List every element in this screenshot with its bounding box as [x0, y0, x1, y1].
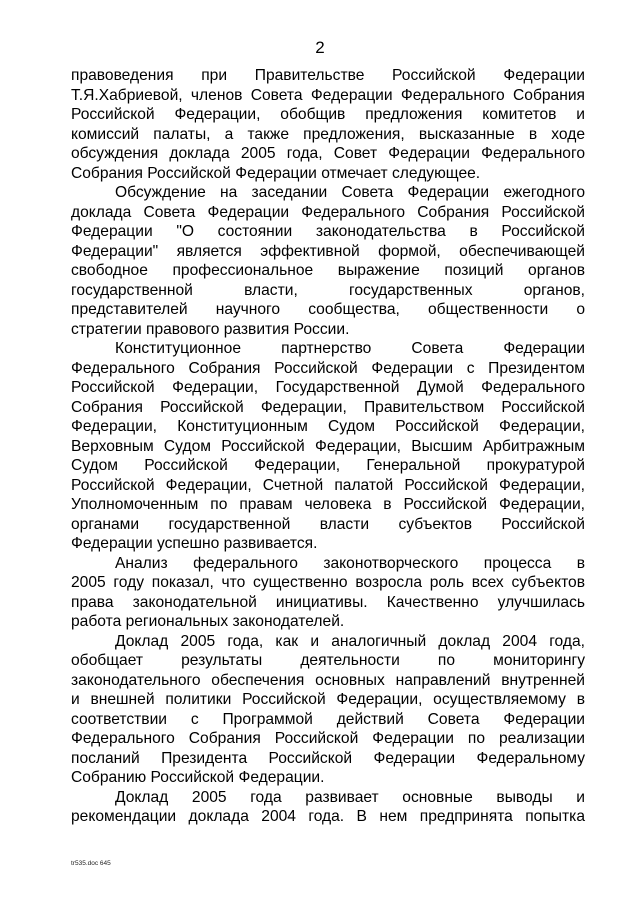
text-line: Анализ федерального законотворческого процесса в [115, 554, 585, 572]
text-line: Федерации успешно развивается. [71, 535, 318, 552]
text-line: Федерального Собрания Российской Федерации по реализации [71, 730, 585, 747]
text-line: органами государственной власти субъектов Российской [71, 515, 585, 533]
paragraph [71, 788, 585, 827]
paragraph [71, 66, 585, 183]
text-line: правоведения при Правительстве Российской Федерации [71, 67, 585, 84]
text-line: Федерального Собрания Российской Федерации с Президентом [71, 359, 585, 377]
text-line: Верховным Судом Российской Федерации, Высшим Арбитражным [71, 437, 585, 455]
paragraph [71, 632, 585, 788]
text-line: Т.Я.Хабриевой, членов Совета Федерации Федерального Собрания [71, 86, 585, 104]
text-line: доклада Совета Федерации Федерального Собрания Российской [71, 203, 585, 221]
text-line: Обсуждение на заседании Совета Федерации ежегодного [115, 184, 585, 201]
text-line: работа региональных законодателей. [71, 613, 345, 630]
text-line: рекомендации доклада 2004 года. В нем предпринята попытка [71, 808, 585, 825]
text-line: Доклад 2005 года, как и аналогичный доклад 2004 года, [115, 632, 585, 650]
paragraph [71, 554, 585, 632]
page-number: 2 [315, 38, 325, 57]
text-line: Российской Федерации, Счетной палатой Российской Федерации, [71, 476, 585, 494]
document-body [71, 66, 585, 827]
text-line: Собранию Российской Федерации. [71, 769, 325, 786]
text-line: соответствии с Программой действий Совета Федерации [71, 710, 585, 728]
text-line: Уполномоченным по правам человека в Российской Федерации, [71, 496, 585, 513]
text-line: Федерации" является эффективной формой, обеспечивающей [71, 242, 585, 260]
text-line: Доклад 2005 года развивает основные выводы и [115, 788, 585, 806]
text-line: и внешней политики Российской Федерации, осуществляемому в [71, 691, 585, 708]
text-line: представителей научного сообщества, общественности о [71, 301, 585, 318]
text-line: Федерации, Конституционным Судом Российской Федерации, [71, 418, 585, 435]
paragraph [71, 339, 585, 554]
text-line: Собрания Российской Федерации отмечает следующее. [71, 164, 481, 182]
text-line: свободное профессиональное выражение позиций органов [71, 262, 585, 279]
footer-file-code: tr535.doc 645 [71, 860, 111, 867]
text-line: Российской Федерации, Государственной Думой Федерального [71, 379, 585, 396]
text-line: права законодательной инициативы. Качественно улучшилась [71, 593, 585, 611]
text-line: законодательного обеспечения основных направлений внутренней [71, 671, 585, 689]
text-line: Конституционное партнерство Совета Федерации [115, 340, 585, 357]
text-line: Судом Российской Федерации, Генеральной прокуратурой [71, 457, 585, 474]
text-line: 2005 году показал, что существенно возросла роль всех субъектов [71, 574, 585, 591]
text-line: обсуждения доклада 2005 года, Совет Федерации Федерального [71, 145, 585, 162]
text-line: посланий Президента Российской Федерации Федеральному [71, 749, 585, 767]
text-line: комиссий палаты, а также предложения, высказанные в ходе [71, 125, 585, 143]
paragraph [71, 183, 585, 339]
text-line: государственной власти, государственных органов, [71, 281, 585, 299]
text-line: Федерации "О состоянии законодательства в Российской [71, 223, 585, 240]
text-line: стратегии правового развития России. [71, 320, 350, 338]
text-line: обобщает результаты деятельности по мониторингу [71, 652, 585, 669]
text-line: Собрания Российской Федерации, Правительством Российской [71, 398, 585, 416]
text-line: Российской Федерации, обобщив предложения комитетов и [71, 106, 585, 123]
